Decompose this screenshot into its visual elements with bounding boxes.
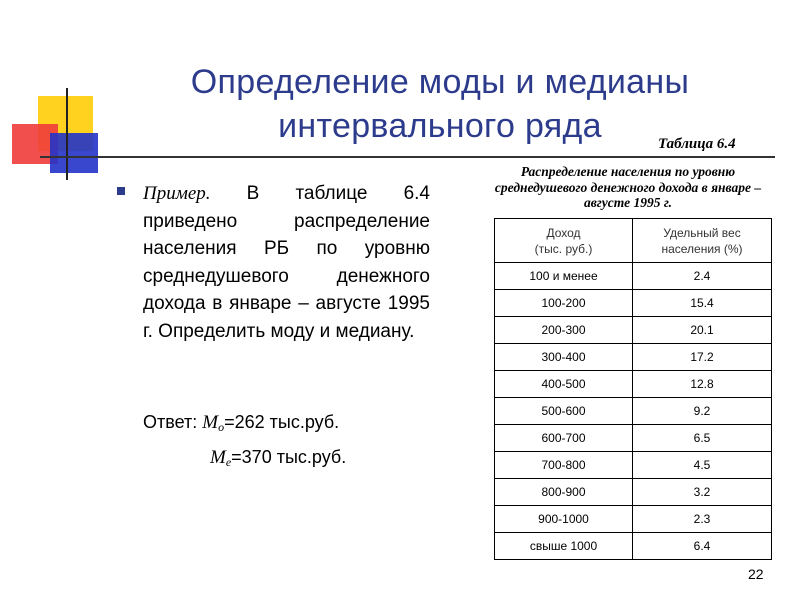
table-row [495,398,772,425]
table-row [495,425,772,452]
header-share-line1: Удельный вес [663,225,741,240]
table-row [495,533,772,560]
header-share-line2: населения (%) [661,241,743,256]
table-header-row [495,219,772,263]
median-subscript: e [225,455,232,469]
share-cell: 6.5 [633,425,772,452]
answer-mode [143,410,339,439]
slide-title [140,60,740,148]
median-value: =370 тыс.руб. [231,447,347,467]
header-income-line2: (тыс. руб.) [534,241,593,256]
slide-title-line2: интервального ряда [278,107,602,145]
income-cell: 100-200 [495,290,633,317]
mode-value: =262 тыс.руб. [224,412,340,432]
share-cell: 17.2 [633,344,772,371]
decor-blue-square [50,133,98,173]
table-row [495,290,772,317]
table-row [495,317,772,344]
table-number: Таблица 6.4 [658,136,736,152]
example-text [143,180,430,345]
answer-prefix: Ответ: [143,412,203,432]
mode-subscript: o [218,420,225,434]
bullet-icon [117,187,125,195]
share-cell: 4.5 [633,452,772,479]
share-cell: 2.3 [633,506,772,533]
income-cell: 800-900 [495,479,633,506]
header-income [495,219,633,263]
income-cell: 400-500 [495,371,633,398]
table-row [495,506,772,533]
median-symbol: M [210,447,226,468]
decor-vertical-line [66,88,68,180]
header-income-line1: Доход [546,225,581,240]
table-row [495,344,772,371]
income-cell: 500-600 [495,398,633,425]
share-cell: 12.8 [633,371,772,398]
title-divider [40,156,775,158]
table-row [495,371,772,398]
table-row [495,452,772,479]
page-number: 22 [748,566,764,582]
share-cell: 15.4 [633,290,772,317]
header-share [633,219,772,263]
example-lead: Пример. [143,183,211,204]
answer-median [210,445,346,474]
example-body: В таблице 6.4 приведено распределение населения РБ по уровню среднедушевого денежного дохода в январе – августе 1995 г. Определить моду и медиану. [143,183,430,342]
table-caption: Распределение населения по уровню среднедушевого денежного дохода в январе – августе 1995 г. [494,164,762,210]
income-cell: 200-300 [495,317,633,344]
table-row [495,263,772,290]
table-row [495,479,772,506]
share-cell: 20.1 [633,317,772,344]
income-cell: 600-700 [495,425,633,452]
slide-title-line1: Определение моды и медианы [190,63,690,101]
share-cell: 6.4 [633,533,772,560]
mode-symbol: M [202,412,219,433]
income-cell: 700-800 [495,452,633,479]
income-cell: 100 и менее [495,263,633,290]
income-distribution-table [494,218,772,560]
share-cell: 2.4 [633,263,772,290]
share-cell: 9.2 [633,398,772,425]
share-cell: 3.2 [633,479,772,506]
income-cell: свыше 1000 [495,533,633,560]
income-cell: 300-400 [495,344,633,371]
income-cell: 900-1000 [495,506,633,533]
